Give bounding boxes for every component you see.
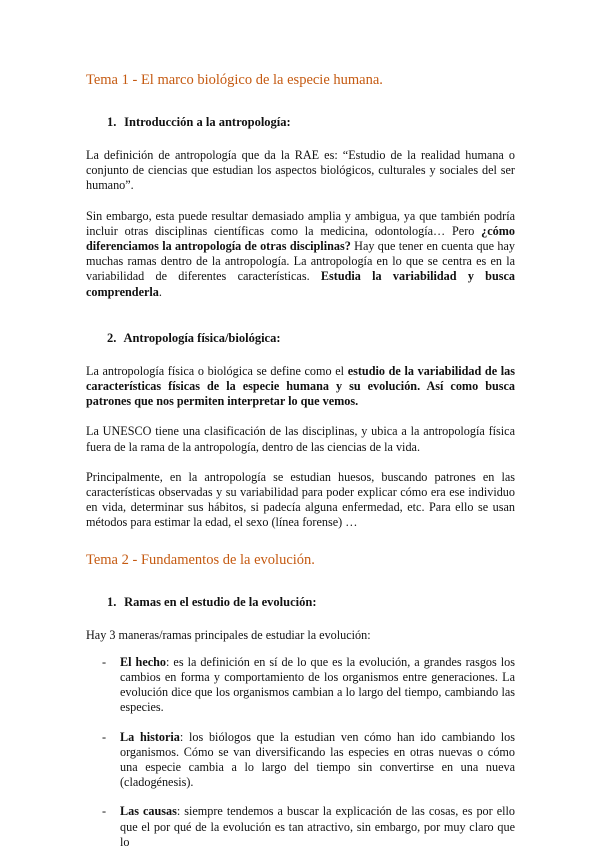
bullet-text: : los biólogos que la estudian ven cómo han ido cambiando los organismos. Cómo se van diversificando las especies en otras nuevas o cómo una especie cambia a lo largo del tiempo sin convertirse en una nueva (cladogénesis). xyxy=(120,729,516,790)
tema1-s2-paragraph3: Principalmente, en la antropología se estudian huesos, buscando patrones en las características observadas y su variabilidad para poder explicar cómo era ese individuo en vida, determinar sus hábitos, si padecía alguna enfermedad, etc. Para ello se usan métodos para estimar la edad, el sexo (línea forense) … xyxy=(86,469,515,530)
section-title-text: Antropología física/biológica: xyxy=(123,330,281,345)
tema2-s1-intro: Hay 3 maneras/ramas principales de estudiar la evolución: xyxy=(86,627,371,642)
list-item xyxy=(86,730,515,791)
list-item xyxy=(86,804,515,850)
tema2-section1-title xyxy=(86,595,515,610)
bullet-dash: - xyxy=(102,804,107,819)
section-title-text: Ramas en el estudio de la evolución: xyxy=(124,594,317,609)
section-number: 1. xyxy=(107,115,117,129)
tema1-s1-paragraph2: Sin embargo, esta puede resultar demasiado amplia y ambigua, ya que también podría incluir otras disciplinas científicas como la medicina, odontología… Pero ¿cómo diferenciamos la antropología de otras disciplinas? Hay que tener en cuenta que hay muchas ramas dentro de la antropología. La antropología en lo que se centra es en la variabilidad de diferentes características. Estudia la variabilidad y busca comprenderla. xyxy=(86,208,515,299)
bullet-term: La historia xyxy=(120,729,180,744)
section-title-text: Introducción a la antropología: xyxy=(124,115,291,129)
bullet-term: Las causas xyxy=(120,804,177,819)
bullet-text: : siempre tendemos a buscar la explicación de las cosas, es por ello que el por qué de la evolución es tan atractivo, sin embargo, por muy claro que lo xyxy=(120,804,515,849)
list-item xyxy=(86,655,515,716)
tema2-heading: Tema 2 - Fundamentos de la evolución. xyxy=(86,551,315,568)
tema1-section1-title xyxy=(86,115,515,130)
tema1-heading: Tema 1 - El marco biológico de la especie humana. xyxy=(86,72,383,88)
evolution-branches-list xyxy=(86,655,515,850)
bullet-dash: - xyxy=(102,654,107,669)
section-number: 2. xyxy=(107,330,117,345)
tema1-section2-title xyxy=(86,331,515,346)
section-number: 1. xyxy=(107,594,117,609)
bullet-dash: - xyxy=(102,729,107,744)
tema1-s1-paragraph1: La definición de antropología que da la RAE es: “Estudio de la realidad humana o conjunto de ciencias que estudian los aspectos biológicos, culturales y sociales del ser humano”. xyxy=(86,148,515,193)
bullet-text: : es la definición en sí de lo que es la evolución, a grandes rasgos los cambios en forma y comportamiento de los organismos entre generaciones. La evolución dice que los organismos cambian a lo largo del tiempo, cambiando las especies. xyxy=(120,654,516,715)
bullet-term: El hecho xyxy=(120,654,167,669)
tema1-s2-paragraph1: La antropología física o biológica se define como el estudio de la variabilidad de las características físicas de la especie humana y su evolución. Así como busca patrones que nos permiten interpretar lo que vemos. xyxy=(86,363,515,409)
tema1-s2-paragraph2: La UNESCO tiene una clasificación de las disciplinas, y ubica a la antropología física fuera de la rama de la antropología, dentro de las ciencias de la vida. xyxy=(86,424,515,454)
